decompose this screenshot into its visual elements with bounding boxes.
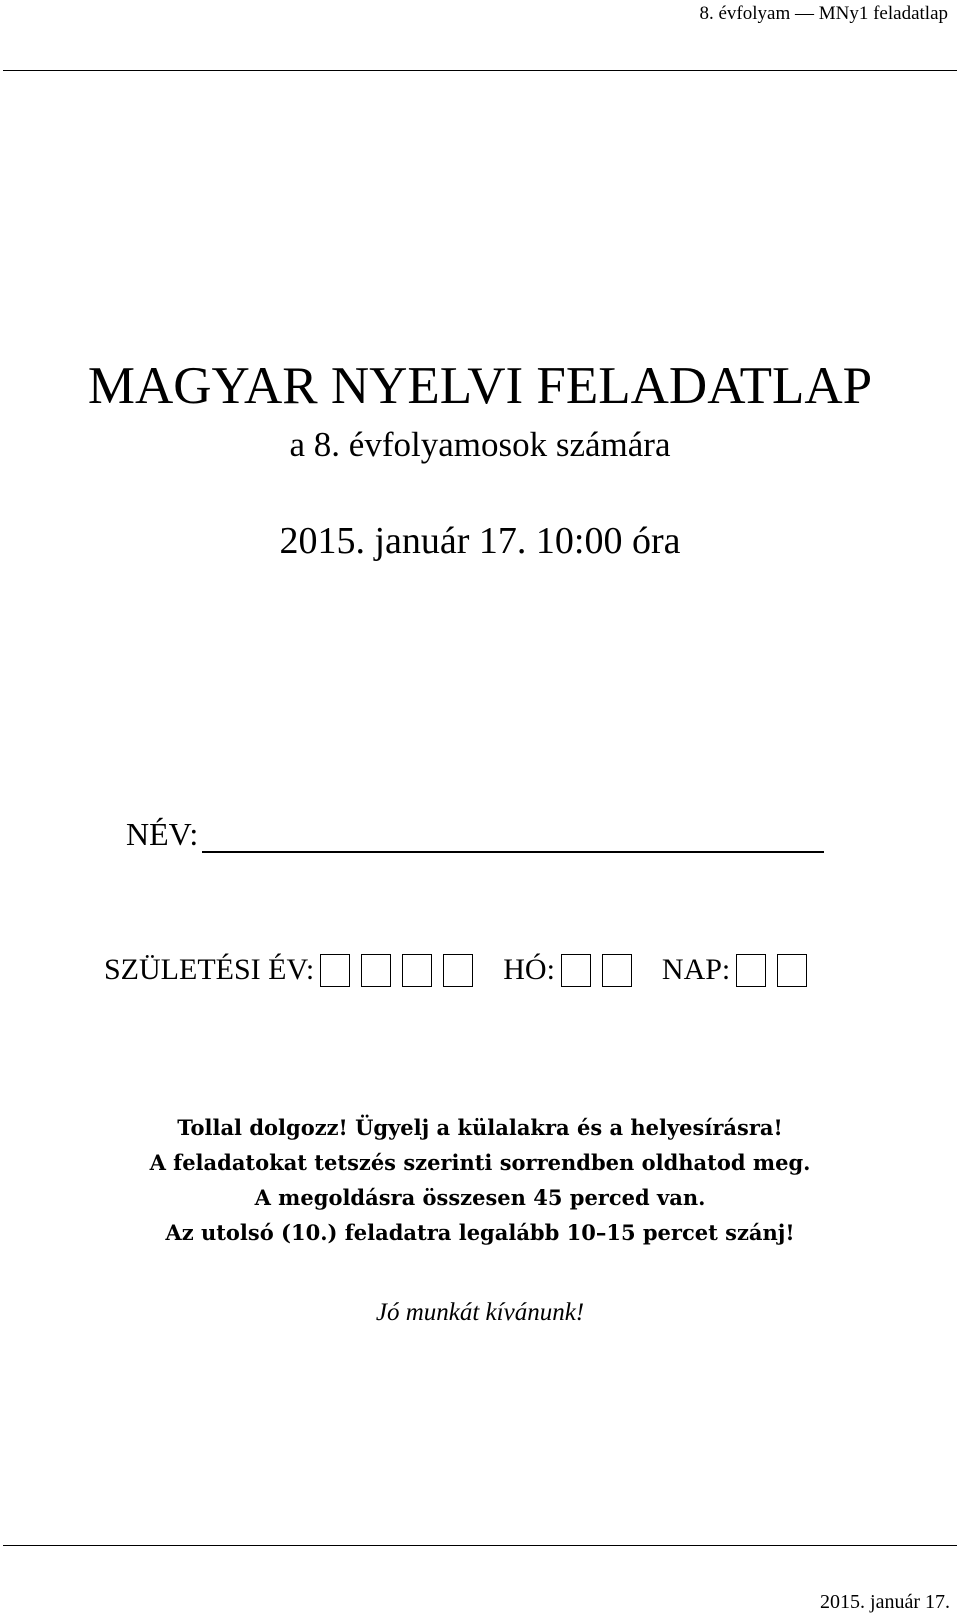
page-header: 8. évfolyam — MNy1 feladatlap — [699, 3, 948, 24]
birth-year-digit-box[interactable] — [443, 954, 473, 987]
birth-day-digit-box[interactable] — [736, 954, 766, 987]
name-label: NÉV: — [126, 816, 199, 852]
page-title: MAGYAR NYELVI FELADATLAP — [87, 357, 873, 415]
page-subtitle: a 8. évfolyamosok számára — [289, 425, 671, 464]
instruction-line: Tollal dolgozz! Ügyelj a külalakra és a helyesírásra! — [177, 1115, 783, 1140]
name-input-line[interactable] — [202, 821, 824, 853]
footer-date: 2015. január 17. — [820, 1591, 950, 1613]
exam-date-time: 2015. január 17. 10:00 óra — [279, 520, 681, 562]
birth-year-digit-box[interactable] — [361, 954, 391, 987]
birth-year-boxes — [320, 954, 473, 987]
birth-month-boxes — [561, 954, 632, 987]
instruction-line: Az utolsó (10.) feladatra legalább 10–15 percet szánj! — [165, 1220, 795, 1245]
birth-day-digit-box[interactable] — [777, 954, 807, 987]
footer-divider — [3, 1545, 957, 1546]
birth-year-digit-box[interactable] — [320, 954, 350, 987]
birth-month-label: HÓ: — [503, 953, 555, 986]
instruction-line: A megoldásra összesen 45 perced van. — [254, 1185, 706, 1210]
birth-year-digit-box[interactable] — [402, 954, 432, 987]
birth-day-label: NAP: — [661, 953, 731, 986]
birth-month-digit-box[interactable] — [561, 954, 591, 987]
header-divider — [3, 70, 957, 71]
birth-month-digit-box[interactable] — [602, 954, 632, 987]
name-field-row — [126, 813, 824, 853]
birth-year-label: SZÜLETÉSI ÉV: — [104, 953, 315, 986]
instructions-block — [0, 1110, 960, 1250]
instruction-line: A feladatokat tetszés szerinti sorrendben oldhatod meg. — [149, 1150, 811, 1175]
birth-date-row — [104, 950, 807, 990]
closing-wish: Jó munkát kívánunk! — [375, 1299, 585, 1326]
birth-day-boxes — [736, 954, 807, 987]
